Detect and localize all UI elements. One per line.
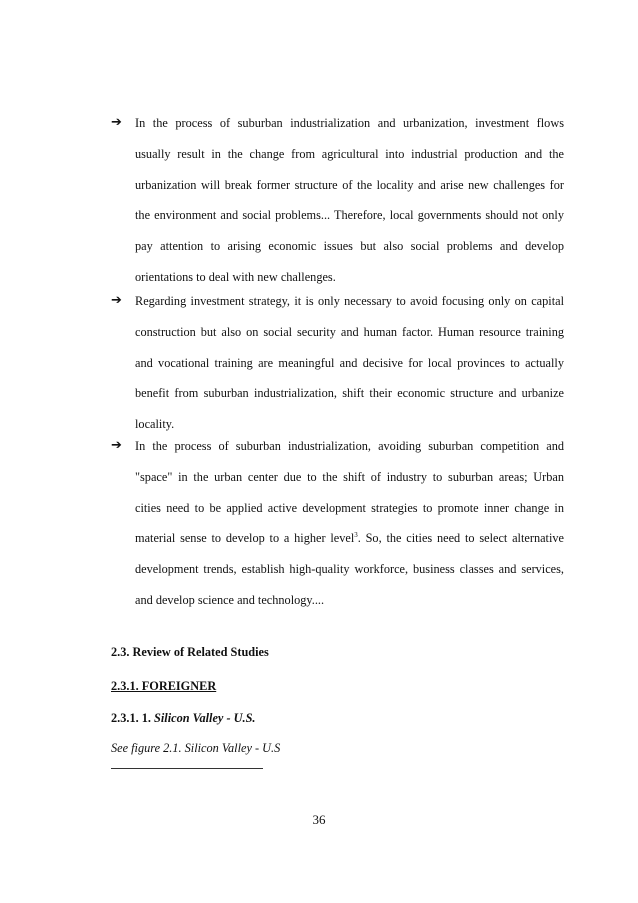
text-line: construction but also on social security and human factor. Human resource training xyxy=(135,324,564,339)
text-line: and develop science and technology.... xyxy=(135,592,325,607)
text-line: "space" in the urban center due to the shift of industry to suburban areas; Urban xyxy=(135,469,564,484)
text-line: usually result in the change from agricultural into industrial production and the xyxy=(135,146,564,161)
text-line: Regarding investment strategy, it is only necessary to avoid focusing only on capital xyxy=(135,294,564,308)
text-line: pay attention to arising economic issues but also social problems and develop xyxy=(135,239,564,254)
text-line xyxy=(135,523,564,554)
subsubsection-heading xyxy=(111,711,256,726)
text-line: In the process of suburban industrialization, avoiding suburban competition and xyxy=(135,439,564,453)
text-line: orientations to deal with new challenges. xyxy=(135,269,336,284)
text-line: and vocational training are meaningful and decisive for local provinces to actually xyxy=(135,355,564,370)
right-arrow-icon: ➔ xyxy=(111,293,122,308)
right-arrow-icon: ➔ xyxy=(111,438,122,453)
text-line: the environment and social problems... Therefore, local governments should not only xyxy=(135,208,564,223)
page-number: 36 xyxy=(312,812,326,827)
text-segment: material sense to develop to a higher level xyxy=(135,531,355,546)
text-line: In the process of suburban industrialization and urbanization, investment flows xyxy=(135,116,564,130)
text-line: benefit from suburban industrialization, shift their economic structure and urbanize xyxy=(135,386,564,401)
heading-number: 2.3.1. 1. xyxy=(111,711,155,725)
heading-title: Silicon Valley - U.S. xyxy=(154,711,256,725)
text-line: locality. xyxy=(135,417,175,432)
figure-reference: See figure 2.1. Silicon Valley - U.S xyxy=(111,741,281,755)
subsection-heading: 2.3.1. FOREIGNER xyxy=(111,679,217,693)
text-line: urbanization will break former structure of the locality and arise new challenges for xyxy=(135,177,564,192)
text-segment: . So, the cities need to select alternative xyxy=(357,531,564,546)
bullet-paragraph xyxy=(111,108,564,293)
footnote-divider xyxy=(111,768,263,769)
footnote-reference: 3 xyxy=(354,531,358,540)
bullet-paragraph xyxy=(111,431,564,616)
bullet-paragraph xyxy=(111,286,564,440)
section-heading: 2.3. Review of Related Studies xyxy=(111,645,269,659)
text-line: development trends, establish high-quality workforce, business classes and services, xyxy=(135,562,564,577)
right-arrow-icon: ➔ xyxy=(111,115,122,130)
text-line: cities need to be applied active development strategies to promote inner change in xyxy=(135,500,564,515)
